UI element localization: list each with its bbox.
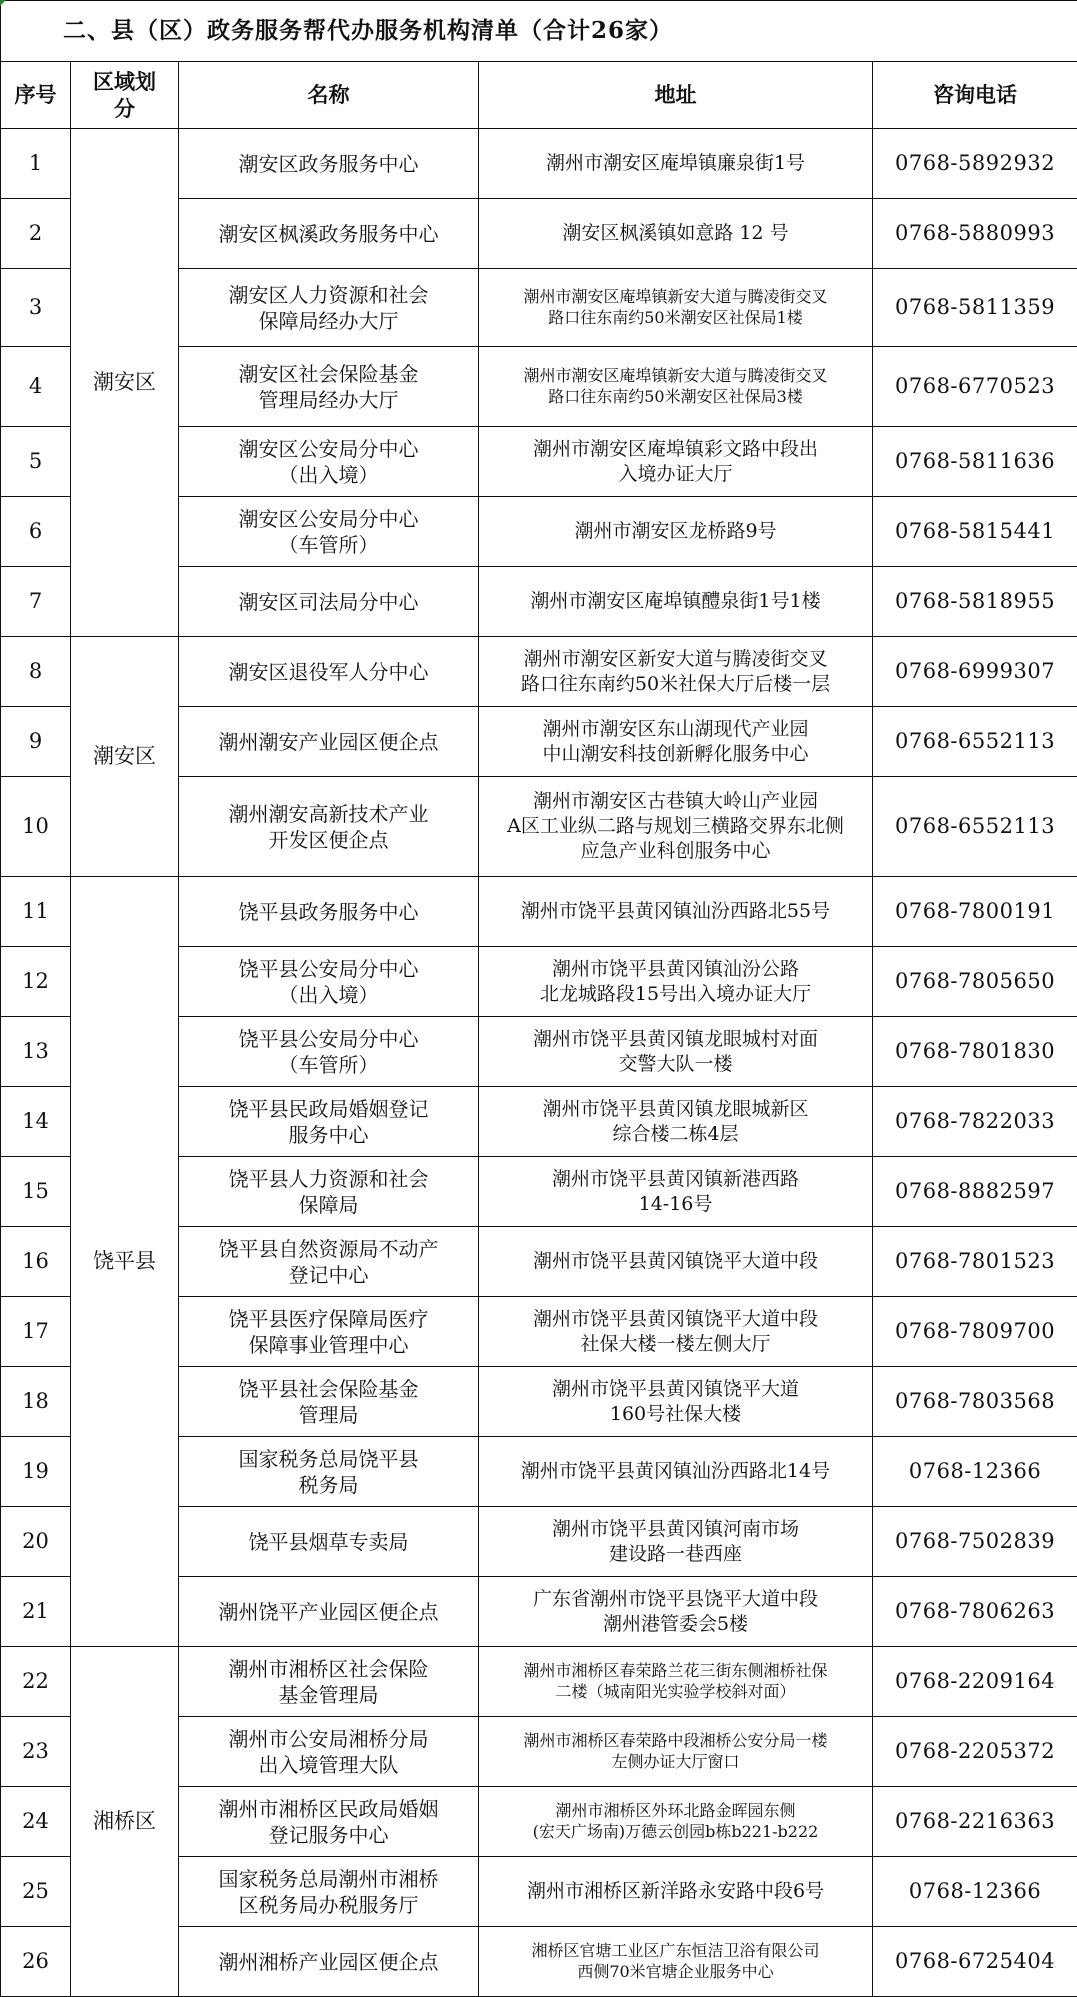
row-number: 1 <box>1 129 71 199</box>
agency-address-line: 西侧70米官塘企业服务中心 <box>577 1961 774 1981</box>
agency-phone: 0768-2209164 <box>873 1647 1077 1717</box>
agency-address <box>479 877 873 947</box>
agency-address-line: 潮州市湘桥区春荣路兰花三街东侧湘桥社保 <box>523 1660 828 1680</box>
agency-name-line: 饶平县烟草专卖局 <box>248 1529 409 1554</box>
column-header-phone: 咨询电话 <box>873 62 1077 129</box>
agency-name-line: 潮州市公安局湘桥分局 <box>228 1726 429 1751</box>
agency-name-line: 区税务局办税服务厅 <box>238 1892 419 1917</box>
agency-address <box>479 347 873 427</box>
agency-address-line: 潮州市饶平县黄冈镇龙眼城村对面 <box>532 1027 818 1050</box>
row-number: 26 <box>1 1927 71 1997</box>
column-header-row <box>1 62 1077 129</box>
agency-name <box>179 427 479 497</box>
agency-name <box>179 1367 479 1437</box>
agency-address <box>479 1787 873 1857</box>
agency-name-line: 潮州市湘桥区民政局婚姻 <box>218 1796 439 1821</box>
agency-phone: 0768-12366 <box>873 1437 1077 1507</box>
agency-name-line: 保障局经办大厅 <box>258 308 399 333</box>
agency-address <box>479 947 873 1017</box>
agency-address-line: 160号社保大楼 <box>609 1402 742 1425</box>
agency-phone: 0768-6770523 <box>873 347 1077 427</box>
agency-address-line: 二楼（城南阳光实验学校斜对面） <box>555 1681 796 1701</box>
agency-name-line: 国家税务总局饶平县 <box>238 1446 419 1471</box>
row-number: 3 <box>1 269 71 347</box>
agency-name-line: （车管所） <box>278 532 379 557</box>
agency-address-line: 潮州市饶平县黄冈镇饶平大道中段 <box>532 1250 818 1273</box>
title-row <box>1 1 1077 62</box>
column-header-no: 序号 <box>1 62 71 129</box>
table-row <box>1 129 1077 199</box>
agency-address <box>479 1297 873 1367</box>
agency-address-line: 潮州港管委会5楼 <box>602 1612 749 1635</box>
agency-address-line: 潮州市饶平县黄冈镇龙眼城新区 <box>542 1097 809 1120</box>
agency-address-line: 广东省潮州市饶平县饶平大道中段 <box>532 1587 818 1610</box>
agency-phone: 0768-7805650 <box>873 947 1077 1017</box>
agency-address <box>479 1087 873 1157</box>
agency-name-line: 潮州湘桥产业园区便企点 <box>218 1949 439 1974</box>
agency-name <box>179 1157 479 1227</box>
agency-name <box>179 637 479 707</box>
agency-address <box>479 497 873 567</box>
agency-address-line: A区工业纵二路与规划三横路交界东北侧 <box>507 815 844 838</box>
agency-address <box>479 1857 873 1927</box>
agency-name-line: 潮州潮安高新技术产业 <box>228 801 429 826</box>
agency-name <box>179 1227 479 1297</box>
agency-name-line: 潮州市湘桥区社会保险 <box>228 1656 429 1681</box>
agency-name-line: 饶平县自然资源局不动产 <box>218 1236 439 1261</box>
row-number: 10 <box>1 777 71 877</box>
agency-address-line: 北龙城路段15号出入境办证大厅 <box>539 982 812 1005</box>
agency-name-line: 饶平县民政局婚姻登记 <box>228 1096 429 1121</box>
agency-address-line: 应急产业科创服务中心 <box>580 839 771 862</box>
agency-phone: 0768-2205372 <box>873 1717 1077 1787</box>
region-cell: 潮安区 <box>71 637 179 877</box>
agency-address-line: 潮州市潮安区庵埠镇彩文路中段出 <box>532 437 818 460</box>
agency-name <box>179 269 479 347</box>
agency-name-line: 潮安区退役军人分中心 <box>228 659 429 684</box>
agency-address-line: 潮州市潮安区庵埠镇新安大道与腾凌街交叉 <box>523 286 828 306</box>
agency-name <box>179 1857 479 1927</box>
agency-name-line: 潮安区政务服务中心 <box>238 151 419 176</box>
agency-name-line: 开发区便企点 <box>268 827 389 852</box>
agency-name-line: （车管所） <box>278 1052 379 1077</box>
column-header-address: 地址 <box>479 62 873 129</box>
agency-address-line: 潮州市饶平县黄冈镇河南市场 <box>551 1517 799 1540</box>
agency-address-line: 潮州市潮安区庵埠镇新安大道与腾凌街交叉 <box>523 365 828 385</box>
agency-name <box>179 877 479 947</box>
cell-corner-marker <box>0 0 6 6</box>
agency-address-line: 建设路一巷西座 <box>608 1542 742 1565</box>
agency-name-line: 登记中心 <box>288 1262 369 1287</box>
agency-phone: 0768-7801830 <box>873 1017 1077 1087</box>
agency-phone: 0768-7809700 <box>873 1297 1077 1367</box>
agency-name <box>179 947 479 1017</box>
agency-address <box>479 1577 873 1647</box>
agency-address <box>479 1017 873 1087</box>
agency-phone: 0768-5880993 <box>873 199 1077 269</box>
agency-name-line: 管理局经办大厅 <box>258 387 399 412</box>
agency-address-line: 潮州市饶平县黄冈镇汕汾公路 <box>551 957 799 980</box>
column-header-region: 区域划分 <box>71 62 179 129</box>
agency-address <box>479 1227 873 1297</box>
agency-address-line: 综合楼二栋4层 <box>612 1122 739 1145</box>
agency-address <box>479 1647 873 1717</box>
agency-address-line: 左侧办证大厅窗口 <box>611 1751 740 1771</box>
row-number: 20 <box>1 1507 71 1577</box>
agency-name-line: 潮安区枫溪政务服务中心 <box>218 221 439 246</box>
agency-address-line: 路口往东南约50米潮安区社保局3楼 <box>548 386 803 406</box>
agency-name-line: 登记服务中心 <box>268 1822 389 1847</box>
agency-phone: 0768-6999307 <box>873 637 1077 707</box>
agency-name <box>179 347 479 427</box>
agency-address <box>479 269 873 347</box>
agency-name-line: 饶平县公安局分中心 <box>238 1026 419 1051</box>
agency-name <box>179 1087 479 1157</box>
agency-address-line: 路口往东南约50米社保大厅后楼一层 <box>520 672 831 695</box>
agency-phone: 0768-5818955 <box>873 567 1077 637</box>
row-number: 2 <box>1 199 71 269</box>
agency-address-line: (宏天广场南)万德云创园b栋b221-b222 <box>532 1821 819 1841</box>
agency-name <box>179 777 479 877</box>
agency-phone: 0768-7800191 <box>873 877 1077 947</box>
agency-address-line: 潮州市潮安区龙桥路9号 <box>574 520 777 543</box>
agency-address <box>479 129 873 199</box>
agency-name-line: 饶平县社会保险基金 <box>238 1376 419 1401</box>
agency-address-line: 路口往东南约50米潮安区社保局1楼 <box>548 307 803 327</box>
agency-name-line: 潮州潮安产业园区便企点 <box>218 729 439 754</box>
agency-name <box>179 1717 479 1787</box>
row-number: 5 <box>1 427 71 497</box>
agency-address <box>479 1927 873 1997</box>
agency-name <box>179 1787 479 1857</box>
agency-name-line: 潮安区社会保险基金 <box>238 361 419 386</box>
agency-phone: 0768-6725404 <box>873 1927 1077 1997</box>
agency-address-line: 社保大楼一楼左侧大厅 <box>580 1332 771 1355</box>
agency-phone: 0768-7801523 <box>873 1227 1077 1297</box>
agency-phone: 0768-6552113 <box>873 777 1077 877</box>
agency-name-line: 基金管理局 <box>278 1682 379 1707</box>
agency-name-line: 保障局 <box>298 1192 359 1217</box>
agency-name <box>179 1927 479 1997</box>
region-cell: 饶平县 <box>71 877 179 1647</box>
agency-address-line: 交警大队一楼 <box>618 1052 733 1075</box>
agency-address-line: 14-16号 <box>638 1192 713 1215</box>
agency-address-line: 潮州市饶平县黄冈镇饶平大道中段 <box>532 1307 818 1330</box>
table-row <box>1 637 1077 707</box>
region-cell: 潮安区 <box>71 129 179 637</box>
row-number: 21 <box>1 1577 71 1647</box>
agency-name-line: 税务局 <box>298 1472 359 1497</box>
agency-name <box>179 567 479 637</box>
agency-address-line: 潮州市潮安区新安大道与腾凌街交叉 <box>523 647 828 670</box>
row-number: 8 <box>1 637 71 707</box>
agency-phone: 0768-7803568 <box>873 1367 1077 1437</box>
agency-name <box>179 199 479 269</box>
agency-address <box>479 1157 873 1227</box>
agency-phone: 0768-2216363 <box>873 1787 1077 1857</box>
agency-address <box>479 1367 873 1437</box>
row-number: 7 <box>1 567 71 637</box>
agency-name-line: 服务中心 <box>288 1122 369 1147</box>
agency-address-line: 入境办证大厅 <box>618 462 733 485</box>
agency-name-line: 潮安区公安局分中心 <box>238 506 419 531</box>
agency-address <box>479 777 873 877</box>
agency-name-line: （出入境） <box>278 462 379 487</box>
agency-name-line: 饶平县公安局分中心 <box>238 956 419 981</box>
row-number: 9 <box>1 707 71 777</box>
row-number: 22 <box>1 1647 71 1717</box>
agency-address-line: 潮州市饶平县黄冈镇汕汾西路北14号 <box>520 1460 831 1483</box>
row-number: 24 <box>1 1787 71 1857</box>
agency-name <box>179 1297 479 1367</box>
row-number: 18 <box>1 1367 71 1437</box>
table-row <box>1 877 1077 947</box>
agency-phone: 0768-6552113 <box>873 707 1077 777</box>
agency-phone: 0768-8882597 <box>873 1157 1077 1227</box>
agency-address-line: 潮州市饶平县黄冈镇饶平大道 <box>551 1377 799 1400</box>
agency-name-line: 出入境管理大队 <box>258 1752 399 1777</box>
agency-address <box>479 567 873 637</box>
agency-name-line: 饶平县医疗保障局医疗 <box>228 1306 429 1331</box>
agency-address-line: 潮州市饶平县黄冈镇新港西路 <box>551 1167 799 1190</box>
agency-address-line: 潮州市潮安区东山湖现代产业园 <box>542 717 809 740</box>
agency-name <box>179 1437 479 1507</box>
agency-address-line: 潮州市潮安区庵埠镇廉泉街1号 <box>545 152 806 175</box>
agency-name <box>179 497 479 567</box>
agency-name <box>179 1017 479 1087</box>
agency-address-line: 潮安区枫溪镇如意路 12 号 <box>562 222 789 245</box>
agency-phone: 0768-7806263 <box>873 1577 1077 1647</box>
agency-address <box>479 1717 873 1787</box>
agency-phone: 0768-5811359 <box>873 269 1077 347</box>
agency-phone: 0768-5892932 <box>873 129 1077 199</box>
row-number: 6 <box>1 497 71 567</box>
row-number: 14 <box>1 1087 71 1157</box>
row-number: 4 <box>1 347 71 427</box>
agency-address-line: 潮州市湘桥区新洋路永安路中段6号 <box>526 1880 825 1903</box>
table-title: 二、县（区）政务服务帮代办服务机构清单（合计26家） <box>1 1 1077 62</box>
agency-phone: 0768-5815441 <box>873 497 1077 567</box>
agency-address-line: 潮州市潮安区古巷镇大岭山产业园 <box>532 790 818 813</box>
agency-address-line: 中山潮安科技创新孵化服务中心 <box>542 742 809 765</box>
agency-name-line: 国家税务总局潮州市湘桥 <box>218 1866 439 1891</box>
table-row <box>1 1647 1077 1717</box>
agency-address-line: 潮州市饶平县黄冈镇汕汾西路北55号 <box>520 900 831 923</box>
agency-address <box>479 427 873 497</box>
agency-name-line: 饶平县政务服务中心 <box>238 899 419 924</box>
agency-name <box>179 707 479 777</box>
agency-name-line: 饶平县人力资源和社会 <box>228 1166 429 1191</box>
agency-name <box>179 1577 479 1647</box>
row-number: 15 <box>1 1157 71 1227</box>
column-header-name: 名称 <box>179 62 479 129</box>
agency-address-line: 潮州市湘桥区外环北路金晖园东侧 <box>555 1800 796 1820</box>
agency-phone: 0768-7502839 <box>873 1507 1077 1577</box>
agency-address <box>479 707 873 777</box>
agency-address-line: 湘桥区官塘工业区广东恒洁卫浴有限公司 <box>531 1940 820 1960</box>
agency-name-line: 潮州饶平产业园区便企点 <box>218 1599 439 1624</box>
agency-phone: 0768-7822033 <box>873 1087 1077 1157</box>
agency-name-line: 潮安区公安局分中心 <box>238 436 419 461</box>
agency-name-line: 保障事业管理中心 <box>248 1332 409 1357</box>
agency-name-line: 管理局 <box>298 1402 359 1427</box>
row-number: 17 <box>1 1297 71 1367</box>
agency-phone: 0768-12366 <box>873 1857 1077 1927</box>
agency-name-line: 潮安区司法局分中心 <box>238 589 419 614</box>
agency-address <box>479 199 873 269</box>
agency-phone: 0768-5811636 <box>873 427 1077 497</box>
row-number: 23 <box>1 1717 71 1787</box>
agency-name-line: 潮安区人力资源和社会 <box>228 282 429 307</box>
agency-name <box>179 1647 479 1717</box>
agency-address-line: 潮州市湘桥区春荣路中段湘桥公安分局一楼 <box>523 1730 828 1750</box>
row-number: 16 <box>1 1227 71 1297</box>
agency-address-line: 潮州市潮安区庵埠镇醴泉街1号1楼 <box>530 590 821 613</box>
row-number: 12 <box>1 947 71 1017</box>
agency-name-line: （出入境） <box>278 982 379 1007</box>
agency-name <box>179 1507 479 1577</box>
row-number: 11 <box>1 877 71 947</box>
row-number: 19 <box>1 1437 71 1507</box>
agency-name <box>179 129 479 199</box>
row-number: 25 <box>1 1857 71 1927</box>
region-cell: 湘桥区 <box>71 1647 179 1997</box>
row-number: 13 <box>1 1017 71 1087</box>
agency-address <box>479 637 873 707</box>
agency-address <box>479 1437 873 1507</box>
agency-address <box>479 1507 873 1577</box>
